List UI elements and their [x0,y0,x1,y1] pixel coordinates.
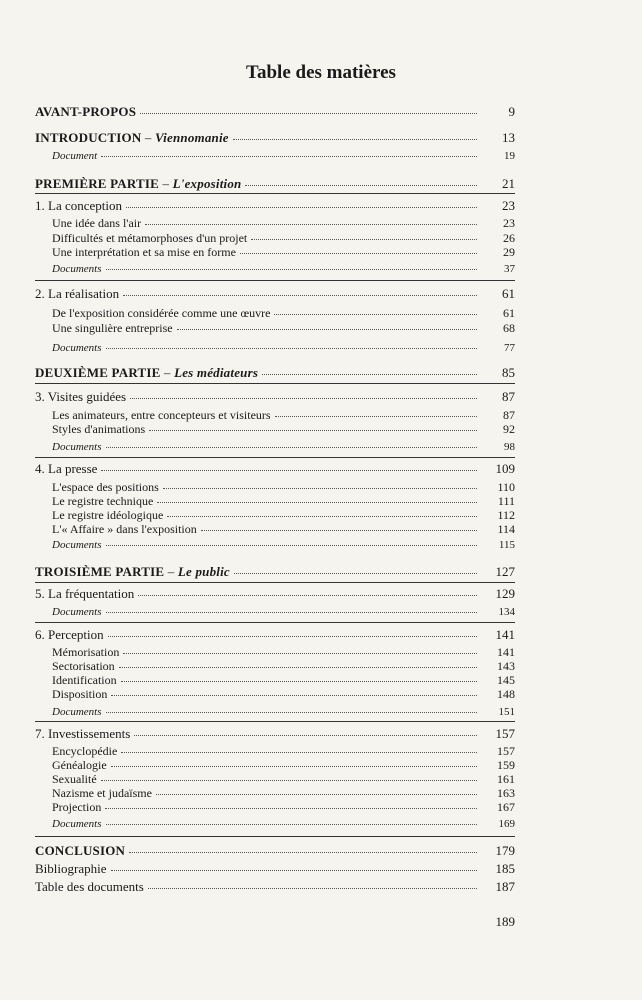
toc-entry-section[interactable] [52,659,515,673]
part-name: TROISIÈME PARTIE [35,564,165,579]
dot-leader [126,198,477,208]
toc-page: 68 [503,321,515,335]
dot-leader [101,461,477,471]
toc-page: 141 [497,645,515,659]
toc-label: L'espace des positions [52,480,159,494]
toc-page: 23 [503,216,515,230]
toc-page: 19 [504,150,515,162]
toc-label: Documents [52,606,102,618]
dot-leader [148,879,477,889]
dot-leader [145,215,477,225]
toc-label: Le registre technique [52,494,154,508]
toc-label [35,366,258,380]
toc-label: 5. La fréquentation [35,586,135,601]
section-rule [35,721,515,722]
toc-label: Bibliographie [35,861,107,876]
part-name: DEUXIÈME PARTIE [35,365,161,380]
toc-entry-documents[interactable] [52,605,515,619]
toc-page: 179 [495,843,515,858]
toc-page: 157 [497,744,515,758]
toc-page: 61 [503,306,515,320]
toc-label: 1. La conception [35,198,122,213]
toc-page: 163 [497,786,515,800]
section-rule [35,457,515,458]
toc-entry-part-1[interactable] [35,177,515,191]
dot-leader [111,757,477,767]
dot-leader [130,389,477,399]
toc-entry-section[interactable] [52,408,515,422]
dot-leader [101,147,477,157]
toc-label: Documents [52,818,102,830]
dot-leader [156,785,477,795]
toc-label: Documents [52,706,102,718]
dot-leader [233,130,477,140]
toc-page: 157 [495,726,515,741]
toc-entry-chapter-3[interactable] [35,390,515,404]
toc-page: 169 [498,818,515,830]
toc-page: 161 [497,772,515,786]
dot-leader [106,603,478,613]
section-rule [35,622,515,623]
dot-leader [111,686,477,696]
toc-label: CONCLUSION [35,843,126,858]
dot-leader [177,320,477,330]
toc-entry-chapter-7[interactable] [35,727,515,741]
dot-leader [251,230,477,240]
toc-page: 13 [502,130,515,145]
section-rule [35,383,515,384]
toc-entry-section[interactable] [52,786,515,800]
dash: – [162,176,170,191]
toc-label: Documents [52,263,102,275]
toc-entry-part-2[interactable] [35,366,515,380]
toc-entry-bibliographie[interactable] [35,862,515,876]
toc-entry-conclusion[interactable] [35,844,515,858]
dot-leader [119,658,477,668]
toc-entry-section[interactable] [52,522,515,536]
toc-page: 115 [498,539,515,551]
toc-entry-section[interactable] [52,306,515,320]
dot-leader [123,644,477,654]
toc-entry-section[interactable] [52,645,515,659]
dot-leader [138,586,477,596]
dot-leader [262,365,477,375]
dot-leader [157,493,477,503]
toc-page: 92 [503,422,515,436]
dot-leader [106,438,478,448]
toc-page: 129 [495,586,515,601]
toc-page: 187 [495,879,515,894]
dot-leader [140,104,477,114]
toc-page: 127 [495,564,515,579]
toc-page: 151 [498,706,515,718]
dot-leader [163,479,477,489]
dot-leader [101,771,477,781]
dot-leader [106,536,478,546]
toc-page: 110 [497,480,515,494]
toc-page: 98 [504,441,515,453]
toc-label: Le registre idéologique [52,508,164,522]
toc-label: 4. La presse [35,461,98,476]
toc-entry-section[interactable] [52,245,515,259]
dot-leader [149,421,477,431]
toc-page: 37 [504,263,515,275]
dot-leader [106,260,478,270]
part-subtitle: L'exposition [172,176,242,191]
toc-label [35,131,229,145]
toc-label: Une interprétation et sa mise en forme [52,245,236,259]
dash: – [167,564,175,579]
toc-page: 29 [503,245,515,259]
toc-label: Les animateurs, entre concepteurs et visiteurs [52,408,271,422]
toc-entry-document[interactable] [52,149,515,163]
toc-page: 134 [498,606,515,618]
toc-page: 111 [497,494,515,508]
toc-label: Difficultés et métamorphoses d'un projet [52,231,248,245]
toc-entry-section[interactable] [52,758,515,772]
toc-page: 141 [495,627,515,642]
toc-label: Sexualité [52,772,97,786]
toc-page: 167 [497,800,515,814]
dot-leader [129,843,477,853]
dot-leader [121,743,477,753]
toc-page: 9 [508,104,515,119]
dash: – [144,130,152,145]
toc-entry-part-3[interactable] [35,565,515,579]
toc-label: Nazisme et judaïsme [52,786,152,800]
toc-entry-introduction[interactable] [35,131,515,145]
page-title: Table des matières [246,62,396,83]
toc-label: De l'exposition considérée comme une œuvre [52,306,271,320]
toc-label: Projection [52,800,102,814]
toc-label: 3. Visites guidées [35,389,127,404]
dot-leader [167,507,477,517]
toc-entry-section[interactable] [52,508,515,522]
toc-label: Disposition [52,687,108,701]
toc-entry-section[interactable] [52,673,515,687]
toc-entry-documents[interactable] [52,817,515,831]
toc-page: 87 [503,408,515,422]
section-rule [35,836,515,837]
toc-page: 143 [497,659,515,673]
page-number: 189 [495,914,515,929]
toc-page: 185 [495,861,515,876]
dot-leader [245,176,477,186]
part-name: INTRODUCTION [35,130,142,145]
toc-label: Généalogie [52,758,107,772]
dash: – [163,365,171,380]
toc-entry-section[interactable] [52,231,515,245]
part-name: PREMIÈRE PARTIE [35,176,160,191]
dot-leader [234,564,477,574]
toc-label: Document [52,150,98,162]
toc-entry-chapter-2[interactable] [35,287,515,301]
dot-leader [274,305,477,315]
toc-entry-chapter-4[interactable] [35,462,515,476]
toc-page: 145 [497,673,515,687]
dot-leader [201,521,477,531]
toc-label: Documents [52,441,102,453]
toc-page: 23 [502,198,515,213]
toc-label: Une idée dans l'air [52,216,142,230]
toc-label: Une singulière entreprise [52,321,173,335]
dot-leader [106,703,478,713]
toc-page: 61 [502,286,515,301]
toc-entry-section[interactable] [52,800,515,814]
toc-entry-chapter-1[interactable] [35,199,515,213]
dot-leader [240,244,477,254]
toc-entry-avant-propos[interactable] [35,105,515,119]
toc-entry-section[interactable] [52,687,515,701]
toc-entry-documents[interactable] [52,440,515,454]
toc-label: Identification [52,673,117,687]
toc-label: 6. Perception [35,627,104,642]
dot-leader [106,815,478,825]
toc-entry-section[interactable] [52,422,515,436]
toc-entry-section[interactable] [52,480,515,494]
toc-label [35,565,230,579]
part-subtitle: Les médiateurs [174,365,259,380]
toc-entry-documents[interactable] [52,705,515,719]
dot-leader [275,407,477,417]
toc-page: 109 [495,461,515,476]
toc-page: 159 [497,758,515,772]
toc-page: 112 [497,508,515,522]
toc-label: Styles d'animations [52,422,146,436]
dot-leader [105,799,477,809]
toc-label: Encyclopédie [52,744,118,758]
toc-label: 2. La réalisation [35,286,120,301]
toc-page: 114 [497,522,515,536]
toc-label: Documents [52,342,102,354]
toc-label [35,177,241,191]
toc-entry-documents[interactable] [52,341,515,355]
toc-label: 7. Investissements [35,726,131,741]
dot-leader [108,627,477,637]
toc-label: Sectorisation [52,659,115,673]
toc-label: Table des documents [35,879,144,894]
toc-entry-chapter-5[interactable] [35,587,515,601]
toc-entry-section[interactable] [52,321,515,335]
toc-entry-section[interactable] [52,744,515,758]
section-rule [35,193,515,194]
toc-entry-section[interactable] [52,772,515,786]
toc-entry-section[interactable] [52,216,515,230]
toc-label: Documents [52,539,102,551]
dot-leader [121,672,477,682]
toc-entry-documents[interactable] [52,538,515,552]
section-rule [35,280,515,281]
toc-page: 85 [502,365,515,380]
toc-label: L'« Affaire » dans l'exposition [52,522,197,536]
part-subtitle: Viennomanie [155,130,229,145]
toc-label: AVANT-PROPOS [35,104,137,119]
dot-leader [111,861,478,871]
dot-leader [106,339,478,349]
toc-page: 148 [497,687,515,701]
toc-entry-documents[interactable] [52,262,515,276]
toc-label: Mémorisation [52,645,120,659]
toc-page: 26 [503,231,515,245]
toc-entry-table-des-documents[interactable] [35,880,515,894]
toc-page: 77 [504,342,515,354]
toc-entry-section[interactable] [52,494,515,508]
part-subtitle: Le public [177,564,230,579]
toc-page: 87 [502,389,515,404]
dot-leader [134,726,477,736]
section-rule [35,582,515,583]
dot-leader [123,286,477,296]
toc-entry-chapter-6[interactable] [35,628,515,642]
toc-page: 21 [502,176,515,191]
